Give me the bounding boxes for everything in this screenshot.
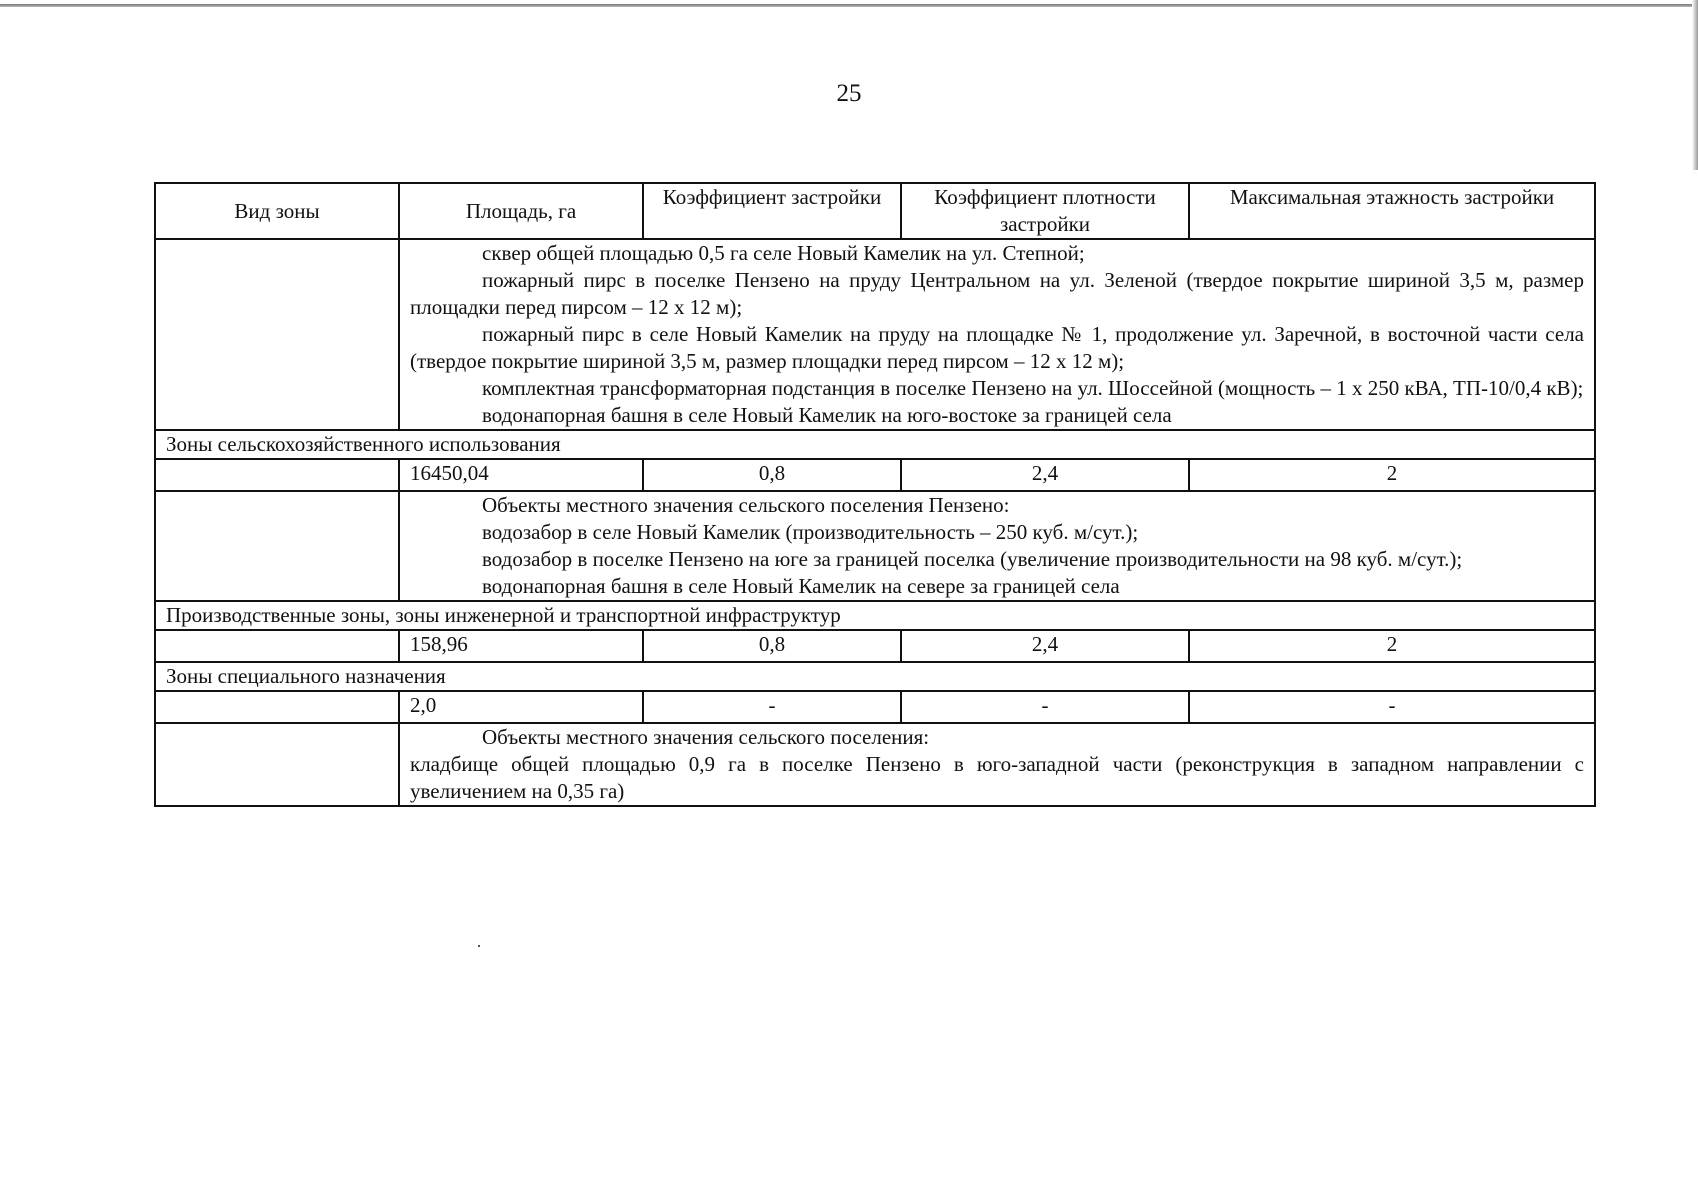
table-row-agri-values (155, 459, 1595, 491)
zone-type-cell-empty (155, 723, 399, 806)
table-row (155, 239, 1595, 430)
table-header-row (155, 183, 1595, 239)
max-floors-value: 2 (1189, 630, 1595, 662)
objects-heading: Объекты местного значения сельского поселения: (482, 725, 930, 749)
zone-type-cell-empty (155, 239, 399, 430)
zones-table (154, 182, 1596, 807)
zone-type-cell-empty (155, 630, 399, 662)
zone-type-cell-empty (155, 459, 399, 491)
header-build-coef: Коэффициент застройки (643, 183, 901, 239)
list-item: пожарный пирс в селе Новый Камелик на пруду на площадке № 1, продолжение ул. Заречной, в восточной части села (твердое покрытие шириной 3,5 м, размер площадки перед пирсом – 12 х 12 м); (410, 322, 1584, 373)
objects-heading: Объекты местного значения сельского поселения Пензено: (482, 493, 1010, 517)
section-row-special (155, 662, 1595, 691)
area-value: 16450,04 (399, 459, 643, 491)
special-objects-cell (399, 723, 1595, 806)
area-value: 2,0 (399, 691, 643, 723)
list-item: пожарный пирс в поселке Пензено на пруду Центральном на ул. Зеленой (твердое покрытие шириной 3,5 м, размер площадки перед пирсом – 12 х 12 м); (410, 268, 1584, 319)
build-coef-value: - (643, 691, 901, 723)
table-row-agri-objects (155, 491, 1595, 601)
section-row-industrial (155, 601, 1595, 630)
list-item: водонапорная башня в селе Новый Камелик на севере за границей села (482, 574, 1120, 598)
list-item: водозабор в поселке Пензено на юге за границей поселка (увеличение производительности на 98 куб. м/сут.); (482, 547, 1463, 571)
header-max-floors: Максимальная этажность застройки (1189, 183, 1595, 239)
zone-type-cell-empty (155, 691, 399, 723)
list-item: сквер общей площадью 0,5 га селе Новый Камелик на ул. Степной; (482, 241, 1085, 265)
list-item: кладбище общей площадью 0,9 га в поселке Пензено в юго-западной части (реконструкция в западном направлении с увеличением на 0,35 га) (410, 752, 1584, 803)
section-title-special: Зоны специального назначения (155, 662, 1595, 691)
list-item: водозабор в селе Новый Камелик (производительность – 250 куб. м/сут.); (482, 520, 1139, 544)
header-density-coef: Коэффициент плотности застройки (901, 183, 1189, 239)
list-item: водонапорная башня в селе Новый Камелик на юго-востоке за границей села (482, 403, 1172, 427)
table-row-industrial-values (155, 630, 1595, 662)
density-coef-value: 2,4 (901, 459, 1189, 491)
table-row-special-values (155, 691, 1595, 723)
density-coef-value: - (901, 691, 1189, 723)
list-item: комплектная трансформаторная подстанция в поселке Пензено на ул. Шоссейной (мощность – 1 х 250 кВА, ТП-10/0,4 кВ); (482, 376, 1584, 400)
header-area: Площадь, га (399, 183, 643, 239)
table-row-special-objects (155, 723, 1595, 806)
zone-type-cell-empty (155, 491, 399, 601)
agri-objects-cell (399, 491, 1595, 601)
max-floors-value: 2 (1189, 459, 1595, 491)
section-title-agri: Зоны сельскохозяйственного использования (155, 430, 1595, 459)
header-zone-type: Вид зоны (155, 183, 399, 239)
page-number: 25 (836, 80, 862, 107)
scan-edge-top (0, 4, 1698, 7)
density-coef-value: 2,4 (901, 630, 1189, 662)
build-coef-value: 0,8 (643, 630, 901, 662)
section-row-agri (155, 430, 1595, 459)
residential-objects-cell (399, 239, 1595, 430)
section-title-industrial: Производственные зоны, зоны инженерной и транспортной инфраструктур (155, 601, 1595, 630)
scan-speck (478, 945, 480, 947)
build-coef-value: 0,8 (643, 459, 901, 491)
max-floors-value: - (1189, 691, 1595, 723)
area-value: 158,96 (399, 630, 643, 662)
